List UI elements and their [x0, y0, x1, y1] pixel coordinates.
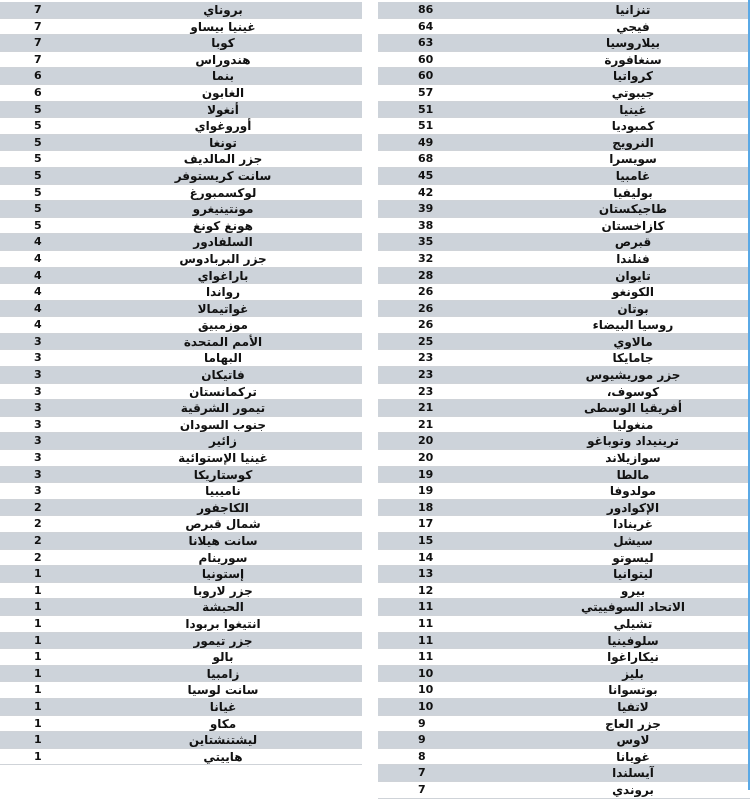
count-value: 18 [418, 500, 434, 514]
country-name: بنما [212, 69, 234, 84]
column-divider [366, 0, 374, 790]
table-row [0, 483, 362, 500]
country-name: مكاو [209, 716, 237, 731]
count-value: 4 [34, 235, 42, 249]
table-row [0, 599, 362, 616]
count-value: 8 [418, 749, 426, 763]
country-name: ليتوانيا [613, 567, 653, 582]
count-value: 26 [418, 285, 434, 299]
country-name: تايوان [615, 268, 651, 283]
table-row [378, 317, 750, 334]
country-name: بوتسوانا [608, 683, 658, 698]
count-value: 5 [34, 119, 42, 133]
table-row [378, 52, 750, 69]
country-name: غينيا [619, 102, 647, 117]
count-value: 86 [418, 3, 434, 16]
country-name: بليز [622, 666, 644, 681]
table-row [378, 135, 750, 152]
table-row [378, 666, 750, 683]
count-value: 3 [34, 334, 42, 348]
country-name: النرويج [612, 135, 654, 150]
table-row [378, 516, 750, 533]
count-value: 3 [34, 417, 42, 431]
table-row [0, 85, 362, 102]
count-value: 1 [34, 567, 42, 581]
country-name: سوازيلاند [605, 451, 661, 466]
table-row [0, 384, 362, 401]
count-value: 4 [34, 285, 42, 299]
count-value: 7 [34, 3, 42, 16]
count-value: 5 [34, 152, 42, 166]
count-value: 21 [418, 401, 434, 415]
country-name: نيكاراغوا [607, 650, 659, 665]
count-value: 5 [34, 218, 42, 232]
table-row [0, 533, 362, 550]
count-value: 3 [34, 451, 42, 465]
country-name: كوستاريكا [193, 467, 253, 482]
count-value: 3 [34, 484, 42, 498]
table-row [378, 2, 750, 19]
country-name: غواتيمالا [197, 301, 249, 316]
count-value: 23 [418, 368, 434, 382]
table-row [0, 301, 362, 318]
table-row [0, 516, 362, 533]
table-row [0, 732, 362, 749]
table-row [0, 284, 362, 301]
table-row [0, 450, 362, 467]
count-value: 3 [34, 384, 42, 398]
table-row [378, 749, 750, 766]
table-row [0, 317, 362, 334]
country-name: تشيلي [613, 616, 653, 631]
table-row [378, 367, 750, 384]
country-name: سورينام [198, 550, 248, 565]
count-value: 11 [418, 616, 434, 630]
country-name: تيمور الشرقية [180, 401, 266, 416]
table-row [0, 2, 362, 19]
table-row [378, 533, 750, 550]
count-value: 4 [34, 301, 42, 315]
table-row [378, 417, 750, 434]
table-row [378, 350, 750, 367]
country-name: هاييتي [203, 749, 243, 764]
count-value: 5 [34, 168, 42, 182]
country-name: بيلاروسيا [605, 36, 661, 51]
country-name: سنغافورة [604, 52, 662, 67]
count-value: 1 [34, 749, 42, 763]
country-name: سانت كريستوفر [174, 168, 272, 183]
country-name: فيجي [616, 19, 650, 34]
country-name: كوبا [211, 36, 235, 51]
table-row [378, 118, 750, 135]
table-row [0, 467, 362, 484]
count-value: 4 [34, 318, 42, 332]
country-name: سانت لوسيا [187, 683, 259, 698]
count-value: 19 [418, 484, 434, 498]
country-name: منغوليا [612, 417, 654, 432]
table-row [378, 151, 750, 168]
count-value: 49 [418, 135, 434, 149]
table-row [0, 433, 362, 450]
count-value: 11 [418, 650, 434, 664]
country-name: جزر العاج [605, 716, 661, 731]
table-row [0, 633, 362, 650]
table-row [378, 35, 750, 52]
table-row [378, 19, 750, 36]
count-value: 35 [418, 235, 434, 249]
count-value: 12 [418, 583, 434, 597]
country-name: تركمانستان [189, 384, 257, 399]
table-row [378, 716, 750, 733]
count-value: 5 [34, 102, 42, 116]
country-name: أنغولا [207, 102, 239, 117]
country-name: الاتحاد السوفييتي [580, 600, 686, 615]
count-value: 19 [418, 467, 434, 481]
table-row [0, 367, 362, 384]
country-name: طاجيكستان [598, 202, 668, 217]
country-name: لوكسمبورغ [189, 185, 257, 200]
table-row [378, 201, 750, 218]
table-row [0, 201, 362, 218]
table-row [378, 185, 750, 202]
country-name: غينيا الإستوائية [178, 451, 268, 466]
country-name: انتيغوا بربودا [185, 616, 261, 631]
country-name: سويسرا [609, 152, 657, 167]
table-row [0, 151, 362, 168]
country-name: مالطا [616, 467, 650, 482]
table-row [0, 350, 362, 367]
country-name: جزر المالديف [183, 152, 263, 167]
country-name: مونتينيغرو [192, 202, 254, 217]
table-row [0, 19, 362, 36]
table-row [378, 616, 750, 633]
count-value: 7 [34, 52, 42, 66]
country-name: جيبوتي [611, 85, 655, 100]
count-value: 21 [418, 417, 434, 431]
count-value: 6 [34, 85, 42, 99]
table-row [378, 400, 750, 417]
country-name: الحبشة [202, 600, 244, 615]
country-name: شمال قبرص [185, 517, 261, 532]
table-row [0, 168, 362, 185]
count-value: 5 [34, 135, 42, 149]
country-name: الكونغو [612, 285, 654, 300]
country-name: سلوفينيا [607, 633, 659, 648]
table-row [0, 699, 362, 716]
count-value: 26 [418, 301, 434, 315]
table-row [378, 384, 750, 401]
count-value: 1 [34, 600, 42, 614]
table-row [378, 85, 750, 102]
count-value: 2 [34, 534, 42, 547]
table-row [378, 599, 750, 616]
right-column [378, 2, 750, 799]
country-name: السلفادور [193, 235, 253, 250]
country-name: كرواتيا [613, 69, 653, 84]
country-name: الأمم المتحدة [183, 334, 263, 349]
count-value: 3 [34, 434, 42, 448]
count-value: 51 [418, 119, 434, 133]
country-name: ليسوتو [612, 550, 654, 565]
count-value: 1 [34, 650, 42, 664]
country-name: روسيا البيضاء [592, 318, 674, 333]
count-value: 3 [34, 351, 42, 365]
table-row [378, 699, 750, 716]
count-value: 15 [418, 534, 434, 547]
count-value: 3 [34, 368, 42, 382]
country-name: جزر البربادوس [179, 251, 267, 266]
table-row [378, 782, 750, 799]
country-name: البهاما [204, 351, 242, 366]
country-name: فنلندا [616, 251, 650, 266]
count-value: 1 [34, 583, 42, 597]
count-value: 2 [34, 550, 42, 564]
country-name: جزر لاروبا [193, 583, 253, 598]
table-row [378, 765, 750, 782]
table-row [378, 268, 750, 285]
country-name: أوروغواي [194, 119, 252, 134]
table-row [378, 566, 750, 583]
country-name: ترينيداد وتوباغو [587, 434, 679, 449]
table-row [378, 649, 750, 666]
table-row [378, 301, 750, 318]
count-value: 1 [34, 699, 42, 713]
country-name: مولدوفا [609, 484, 657, 499]
count-value: 1 [34, 733, 42, 747]
country-name: جامايكا [612, 351, 654, 366]
count-value: 32 [418, 251, 434, 265]
country-name: كمبوديا [611, 119, 655, 134]
country-name: بروندي [612, 782, 654, 797]
table-row [0, 35, 362, 52]
table-row [0, 400, 362, 417]
count-value: 10 [418, 666, 434, 680]
count-value: 5 [34, 202, 42, 216]
country-name: ناميبيا [205, 484, 241, 499]
country-name: قبرص [614, 235, 652, 250]
table-row [378, 284, 750, 301]
table-row [0, 649, 362, 666]
table-row [378, 168, 750, 185]
table-row [378, 467, 750, 484]
count-value: 13 [418, 567, 434, 581]
country-name: مالاوي [613, 334, 653, 349]
count-value: 63 [418, 36, 434, 50]
table-row [0, 135, 362, 152]
count-value: 23 [418, 384, 434, 398]
country-name: غرينادا [613, 517, 653, 532]
count-value: 45 [418, 168, 434, 182]
count-value: 26 [418, 318, 434, 332]
table-row [378, 334, 750, 351]
table-row [378, 550, 750, 567]
table-row [0, 251, 362, 268]
table-row [378, 68, 750, 85]
table-row [378, 583, 750, 600]
count-value: 9 [418, 733, 426, 747]
country-name: موزمبيق [198, 318, 248, 333]
table-row [378, 218, 750, 235]
table-row [0, 118, 362, 135]
count-value: 23 [418, 351, 434, 365]
table-row [0, 616, 362, 633]
table-row [0, 417, 362, 434]
table-row [378, 102, 750, 119]
count-value: 28 [418, 268, 434, 282]
count-value: 5 [34, 185, 42, 199]
table-row [0, 682, 362, 699]
country-name: بالو [212, 650, 234, 665]
table-row [0, 666, 362, 683]
table-row [378, 633, 750, 650]
count-value: 17 [418, 517, 434, 531]
country-name: جنوب السودان [179, 417, 267, 432]
country-name: بروناي [203, 3, 243, 17]
country-name: هونغ كونغ [193, 218, 253, 233]
count-value: 39 [418, 202, 434, 216]
count-value: 11 [418, 600, 434, 614]
country-name: إستونيا [201, 567, 245, 582]
table-row [0, 716, 362, 733]
count-value: 1 [34, 633, 42, 647]
count-value: 3 [34, 401, 42, 415]
country-name: الغابون [201, 85, 245, 100]
country-name: غويانا [616, 749, 650, 764]
table-row [0, 185, 362, 202]
country-name: أفريقيا الوسطى [584, 401, 682, 416]
table-row [378, 483, 750, 500]
count-value: 7 [34, 19, 42, 33]
count-value: 57 [418, 85, 434, 99]
table-row [0, 334, 362, 351]
count-value: 20 [418, 451, 434, 465]
count-value: 4 [34, 268, 42, 282]
country-name: كازاخستان [601, 218, 665, 233]
country-name: تونغا [209, 135, 237, 150]
count-value: 10 [418, 683, 434, 697]
table-row [0, 102, 362, 119]
count-value: 14 [418, 550, 434, 564]
count-value: 7 [34, 36, 42, 50]
country-name: الإكوادور [606, 500, 660, 515]
country-name: الكاجفور [197, 500, 249, 515]
left-column [0, 2, 362, 765]
count-value: 2 [34, 500, 42, 514]
table-row [0, 749, 362, 766]
count-value: 11 [418, 633, 434, 647]
country-name: فاتيكان [201, 368, 245, 383]
count-value: 4 [34, 251, 42, 265]
country-name: بوليفيا [613, 185, 653, 200]
country-name: تنزانيا [615, 3, 651, 17]
country-name: ليشتنشتاين [188, 733, 258, 748]
table-row [0, 500, 362, 517]
country-name: جزر موريشيوس [585, 368, 681, 383]
count-value: 20 [418, 434, 434, 448]
table-row [0, 583, 362, 600]
count-value: 1 [34, 666, 42, 680]
table-row [0, 234, 362, 251]
country-name: رواندا [205, 285, 241, 300]
count-value: 51 [418, 102, 434, 116]
country-name: بوتان [617, 301, 649, 316]
table-row [0, 218, 362, 235]
country-name: لاتفيا [617, 699, 649, 714]
table-row [378, 433, 750, 450]
country-name: كوسوف، [606, 384, 660, 399]
count-value: 60 [418, 69, 434, 83]
count-value: 10 [418, 699, 434, 713]
table-row [0, 268, 362, 285]
count-value: 60 [418, 52, 434, 66]
table-row [378, 732, 750, 749]
count-value: 3 [34, 467, 42, 481]
country-name: زامبيا [206, 666, 240, 681]
country-name: هندوراس [195, 52, 251, 67]
table-row [0, 550, 362, 567]
country-name: غينيا بيساو [190, 19, 256, 34]
country-name: سيشل [613, 534, 653, 548]
country-name: غامبيا [615, 168, 651, 183]
count-value: 64 [418, 19, 434, 33]
count-value: 25 [418, 334, 434, 348]
count-value: 1 [34, 616, 42, 630]
country-name: سانت هيلانا [188, 534, 258, 548]
table-row [378, 450, 750, 467]
country-name: باراغواي [197, 268, 249, 283]
country-name: لاوس [616, 733, 650, 748]
table-row [378, 251, 750, 268]
count-value: 38 [418, 218, 434, 232]
country-name: غيانا [209, 699, 237, 714]
country-name: بيرو [620, 583, 646, 598]
count-value: 7 [418, 782, 426, 796]
table-row [0, 52, 362, 69]
count-value: 68 [418, 152, 434, 166]
count-value: 2 [34, 517, 42, 531]
table-row [378, 682, 750, 699]
country-name: جزر تيمور [193, 633, 253, 648]
table-row [378, 234, 750, 251]
count-value: 1 [34, 716, 42, 730]
table-row [378, 500, 750, 517]
table-row [0, 566, 362, 583]
count-value: 42 [418, 185, 434, 199]
table-row [0, 68, 362, 85]
count-value: 6 [34, 69, 42, 83]
count-value: 1 [34, 683, 42, 697]
country-name: آيسلندا [612, 766, 654, 781]
country-name: زائير [209, 434, 237, 449]
count-value: 9 [418, 716, 426, 730]
count-value: 7 [418, 766, 426, 780]
